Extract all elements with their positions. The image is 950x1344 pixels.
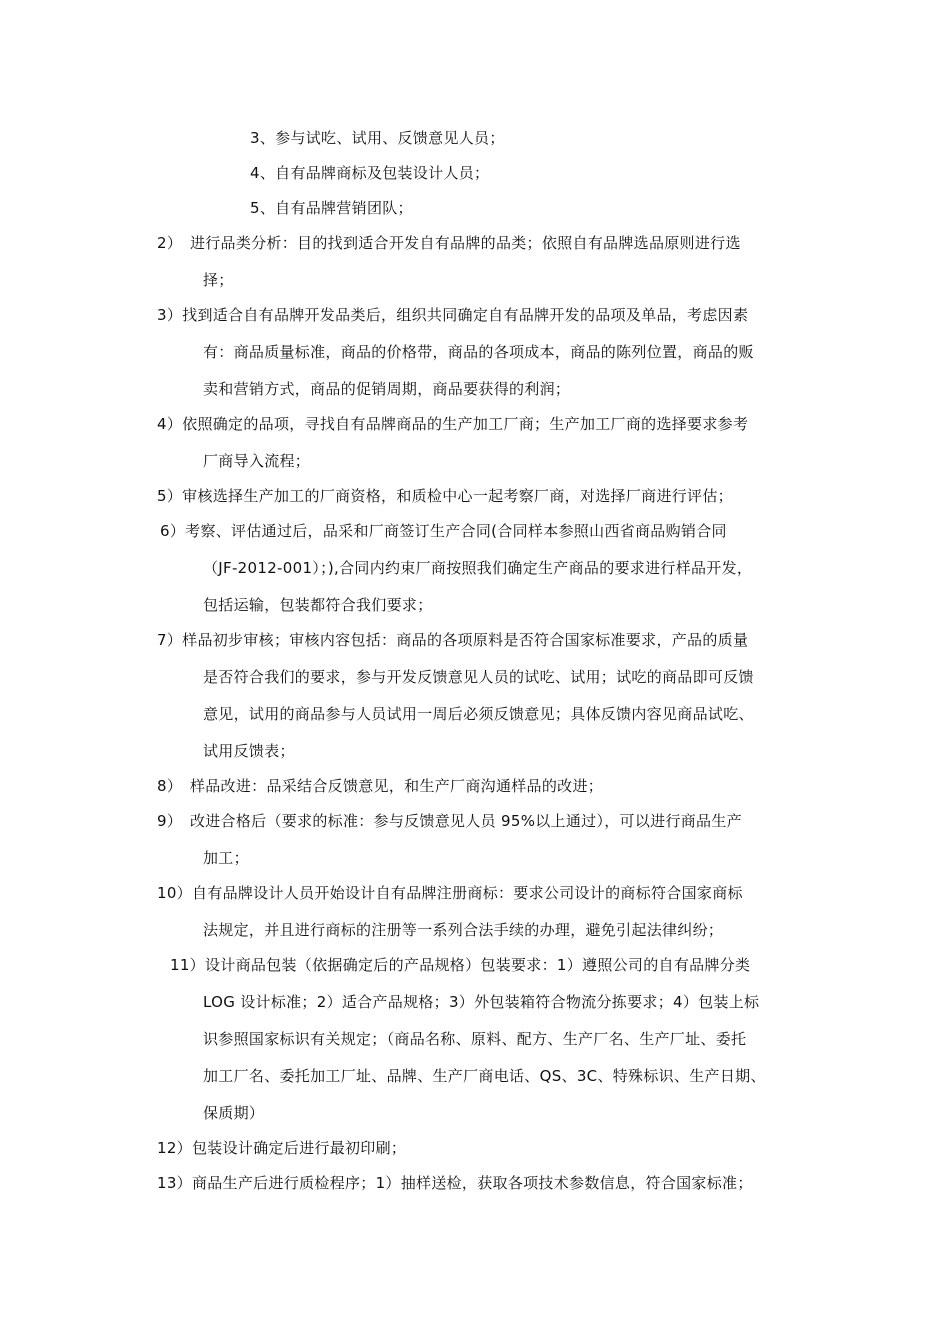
step-3-line: 有：商品质量标准，商品的价格带，商品的各项成本，商品的陈列位置，商品的贩 [203, 343, 754, 361]
step-4-line: 厂商导入流程； [203, 452, 311, 470]
step-11-line: LOG 设计标准；2）适合产品规格；3）外包装箱符合物流分拣要求；4）包装上标 [203, 993, 760, 1011]
sub-item: 3、参与试吃、试用、反馈意见人员； [250, 129, 505, 147]
step-11-line: 加工厂名、委托加工厂址、品牌、生产厂商电话、QS、3C、特殊标识、生产日期、 [203, 1067, 766, 1085]
step-9-line: 加工； [203, 849, 249, 867]
sub-item: 4、自有品牌商标及包装设计人员； [250, 164, 490, 182]
step-3-line: 卖和营销方式，商品的促销周期，商品要获得的利润； [203, 380, 571, 398]
step-7-line: 7）样品初步审核；审核内容包括：商品的各项原料是否符合国家标准要求，产品的质量 [157, 631, 749, 649]
step-10-line: 法规定，并且进行商标的注册等一系列合法手续的办理，避免引起法律纠纷； [203, 921, 724, 939]
step-2-line: 择； [203, 271, 234, 289]
step-11-line: 11）设计商品包装（依据确定后的产品规格）包装要求：1）遵照公司的自有品牌分类 [170, 956, 751, 974]
step-3-line: 3）找到适合自有品牌开发品类后，组织共同确定自有品牌开发的品项及单品，考虑因素 [157, 306, 749, 324]
step-11-line: 识参照国家标识有关规定；（商品名称、原料、配方、生产厂名、生产厂址、委托 [203, 1030, 747, 1048]
step-6-line: 包括运输，包装都符合我们要求； [203, 596, 433, 614]
step-6-line: 6）考察、评估通过后，品采和厂商签订生产合同(合同样本参照山西省商品购销合同 [160, 522, 727, 540]
step-11-line: 保质期） [203, 1104, 265, 1122]
step-7-line: 试用反馈表； [203, 742, 295, 760]
step-13-line: 13）商品生产后进行质检程序；1）抽样送检，获取各项技术参数信息，符合国家标准； [157, 1174, 753, 1192]
step-8-line: 8） 样品改进：品采结合反馈意见，和生产厂商沟通样品的改进； [157, 777, 604, 795]
step-6-line: （JF-2012-001）；),合同内约束厂商按照我们确定生产商品的要求进行样品开发， [203, 559, 753, 577]
sub-item: 5、自有品牌营销团队； [250, 199, 413, 217]
step-9-line: 9） 改进合格后（要求的标准：参与反馈意见人员 95%以上通过），可以进行商品生产 [157, 812, 742, 830]
step-7-line: 意见，试用的商品参与人员试用一周后必须反馈意见；具体反馈内容见商品试吃、 [203, 705, 754, 723]
step-4-line: 4）依照确定的品项，寻找自有品牌商品的生产加工厂商；生产加工厂商的选择要求参考 [157, 415, 749, 433]
step-12-line: 12）包装设计确定后进行最初印刷； [157, 1139, 407, 1157]
step-5-line: 5）审核选择生产加工的厂商资格，和质检中心一起考察厂商，对选择厂商进行评估； [157, 487, 733, 505]
step-7-line: 是否符合我们的要求，参与开发反馈意见人员的试吃、试用；试吃的商品即可反馈 [203, 668, 754, 686]
step-10-line: 10）自有品牌设计人员开始设计自有品牌注册商标：要求公司设计的商标符合国家商标 [157, 884, 743, 902]
step-2-line: 2） 进行品类分析：目的找到适合开发自有品牌的品类；依照自有品牌选品原则进行选 [157, 234, 741, 252]
